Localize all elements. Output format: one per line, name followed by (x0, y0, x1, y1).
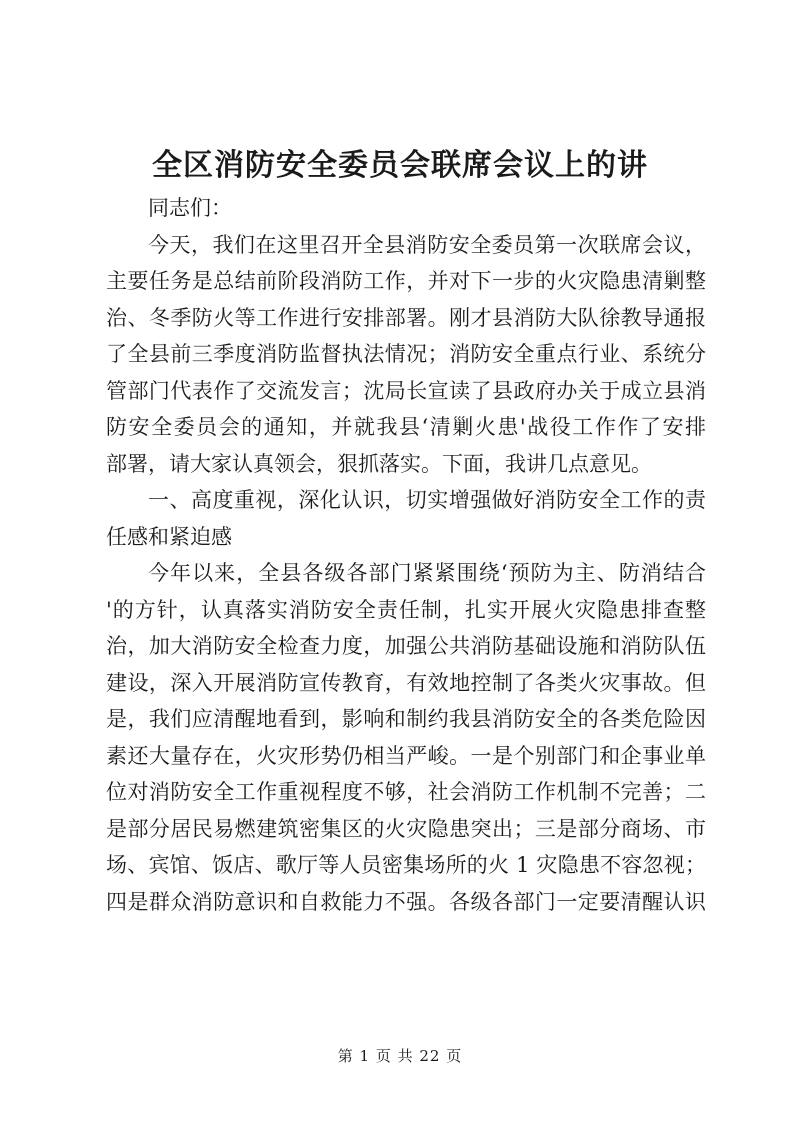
paragraph-line: 建设，深入开展消防宣传教育，有效地控制了各类火灾事故。但 (106, 670, 706, 695)
paragraph-line: 今天，我们在这里召开全县消防安全委员第一次联席会议， (148, 232, 706, 257)
paragraph-line: 是部分居民易燃建筑密集区的火灾隐患突出；三是部分商场、市 (106, 816, 706, 841)
paragraph-line: 管部门代表作了交流发言；沈局长宣读了县政府办关于成立县消 (106, 378, 706, 403)
paragraph-line: 位对消防安全工作重视程度不够，社会消防工作机制不完善；二 (106, 780, 706, 804)
paragraph-line: 部署，请大家认真领会，狠抓落实。下面，我讲几点意见。 (106, 451, 652, 476)
paragraph-line: 今年以来，全县各级各部门紧紧围绕‘预防为主、防消结合 (148, 561, 706, 585)
paragraph-line: 主要任务是总结前阶段消防工作，并对下一步的火灾隐患清剿整 (106, 269, 706, 293)
paragraph-line: 了全县前三季度消防监督执法情况；消防安全重点行业、系统分 (106, 342, 706, 366)
document-title: 全区消防安全委员会联席会议上的讲 (152, 148, 648, 183)
paragraph-line: 场、宾馆、饭店、歌厅等人员密集场所的火 1 灾隐患不容忽视； (106, 853, 706, 877)
paragraph-line: 治、冬季防火等工作进行安排部署。刚才县消防大队徐教导通报 (106, 305, 706, 330)
paragraph-line: '的方针，认真落实消防安全责任制，扎实开展火灾隐患排查整 (106, 597, 706, 622)
paragraph-line: 是，我们应清醒地看到，影响和制约我县消防安全的各类危险因 (106, 707, 706, 731)
paragraph-line: 防安全委员会的通知，并就我县‘清剿火患'战役工作作了安排 (106, 415, 706, 439)
paragraph-line: 治，加大消防安全检查力度，加强公共消防基础设施和消防队伍 (106, 634, 706, 658)
section-heading-line: 一、高度重视，深化认识，切实增强做好消防安全工作的责 (148, 488, 706, 512)
page-footer: 第 1 页 共 22 页 (337, 1047, 463, 1065)
salutation-line: 同志们： (148, 196, 232, 220)
document-body (106, 190, 706, 920)
paragraph-line: 素还大量存在，火灾形势仍相当严峻。一是个别部门和企事业单 (106, 743, 706, 768)
paragraph-line: 四是群众消防意识和自救能力不强。各级各部门一定要清醒认识 (106, 889, 706, 914)
section-heading-line: 任感和紧迫感 (106, 524, 232, 549)
